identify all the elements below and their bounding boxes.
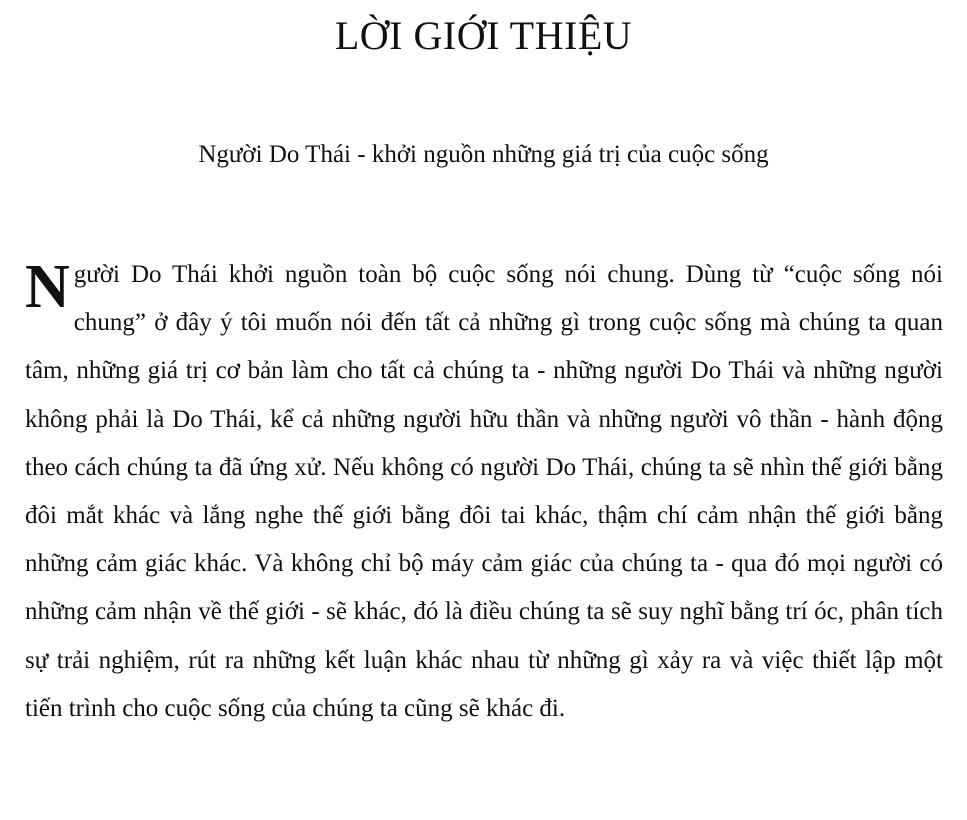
drop-cap-letter: N [25,253,70,321]
page-title: LỜI GIỚI THIỆU [334,13,633,58]
page-subtitle: Người Do Thái - khởi nguồn những giá trị của cuộc sống [198,141,769,168]
body-paragraph [25,251,943,733]
paragraph-text: gười Do Thái khởi nguồn toàn bộ cuộc sống nói chung. Dùng từ “cuộc sống nói chung” ở đây ý tôi muốn nói đến tất cả những gì trong cuộc sống mà chúng ta quan tâm, những giá trị cơ bản làm cho tất cả chúng ta - những người Do Thái và những người không phải là Do Thái, kể cả những người hữu thần và những người vô thần - hành động theo cách chúng ta đã ứng xử. Nếu không có người Do Thái, chúng ta sẽ nhìn thế giới bằng đôi mắt khác và lắng nghe thế giới bằng đôi tai khác, thậm chí cảm nhận thế giới bằng những cảm giác khác. Và không chỉ bộ máy cảm giác của chúng ta - qua đó mọi người có những cảm nhận về thế giới - sẽ khác, đó là điều chúng ta sẽ suy nghĩ bằng trí óc, phân tích sự trải nghiệm, rút ra những kết luận khác nhau từ những gì xảy ra và việc thiết lập một tiến trình cho cuộc sống của chúng ta cũng sẽ khác đi. [25,261,943,722]
